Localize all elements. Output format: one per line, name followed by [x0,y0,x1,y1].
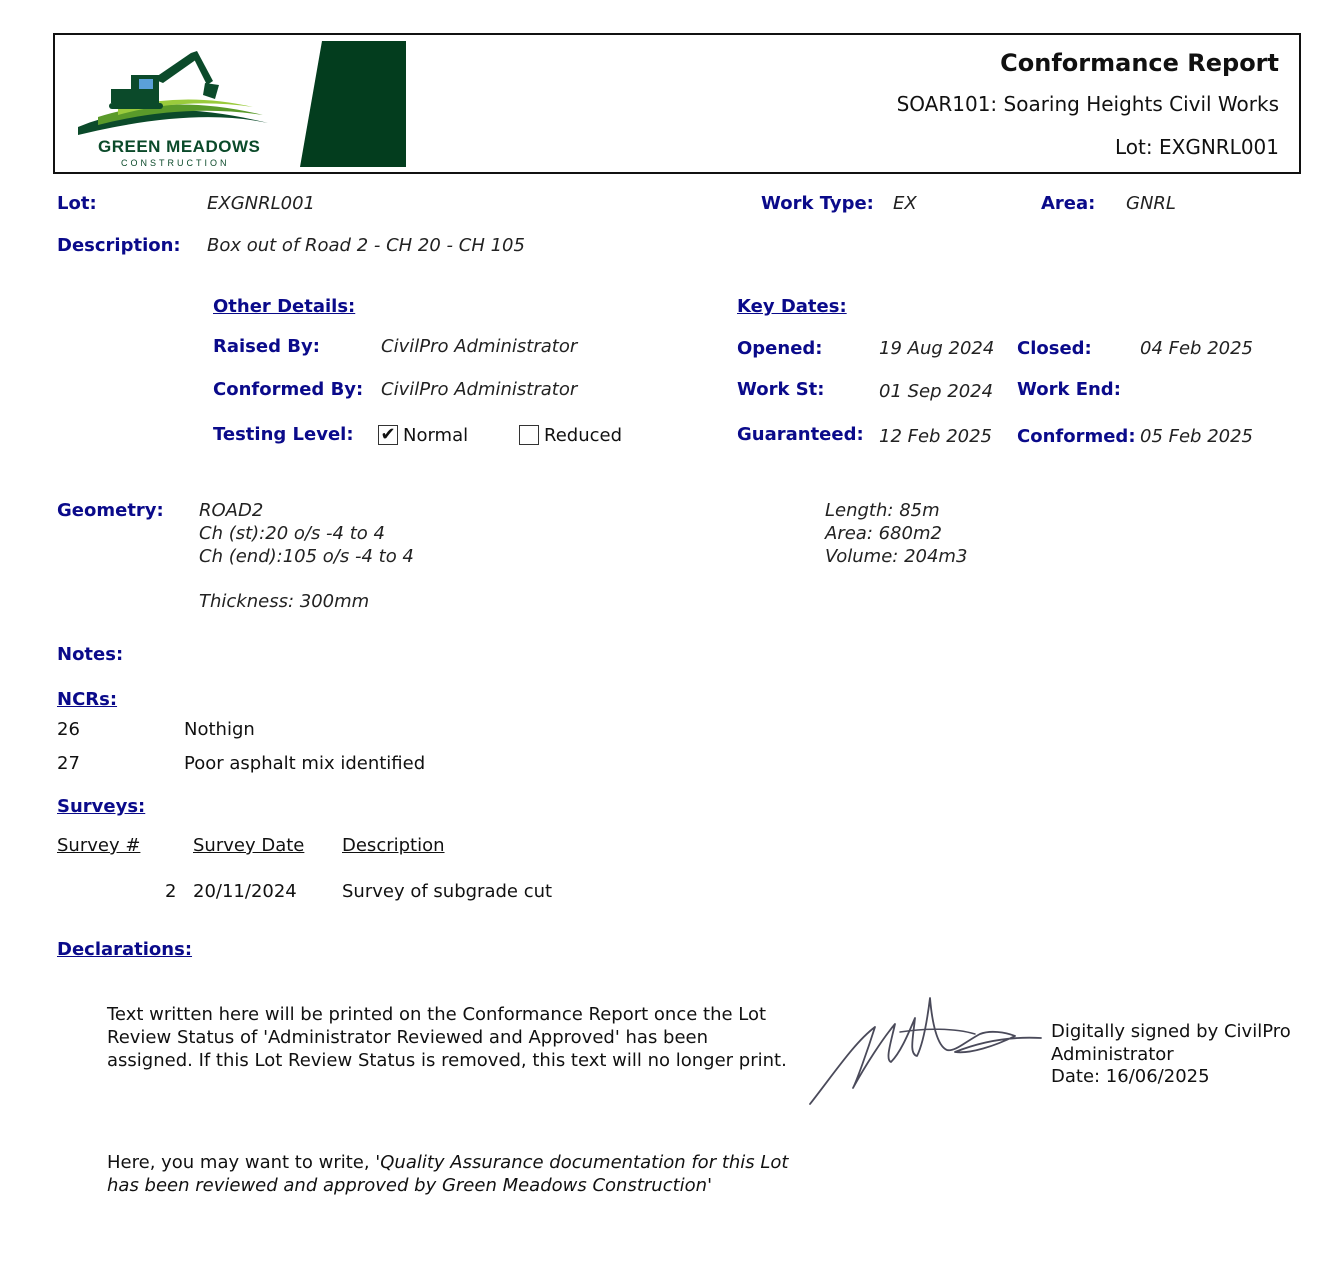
work-type-label: Work Type: [761,193,874,214]
excavator-icon [73,45,273,135]
ncr-text: Poor asphalt mix identified [184,753,426,774]
closed-value: 04 Feb 2025 [1140,338,1254,359]
reduced-checkbox[interactable] [519,425,539,445]
lot-header: Lot: EXGNRL001 [1115,135,1279,159]
signature-line2: Administrator [1051,1044,1174,1065]
work-st-label: Work St: [737,379,825,400]
survey-col-description: Description [342,835,445,856]
survey-date: 20/11/2024 [193,881,297,902]
opened-label: Opened: [737,338,823,359]
ncrs-heading: NCRs: [57,689,118,710]
conformed-by-value: CivilPro Administrator [381,379,578,400]
guaranteed-label: Guaranteed: [737,424,864,445]
geometry-road: ROAD2 [199,500,264,521]
work-st-value: 01 Sep 2024 [879,381,994,402]
conformed-value: 05 Feb 2025 [1140,426,1254,447]
survey-col-date: Survey Date [193,835,305,856]
normal-checkbox[interactable] [378,425,398,445]
handwritten-signature [805,992,1045,1110]
ncr-number: 26 [57,719,80,740]
logo-line1: GREEN MEADOWS [98,137,261,156]
raised-by-value: CivilPro Administrator [381,336,578,357]
signature-line1: Digitally signed by CivilPro [1051,1021,1291,1042]
work-end-label: Work End: [1017,379,1121,400]
report-title: Conformance Report [1000,49,1279,77]
geometry-thickness: Thickness: 300mm [199,591,370,612]
suggestion-prefix: Here, you may want to write, [107,1152,376,1173]
report-header [53,33,1301,174]
logo-line2: CONSTRUCTION [121,158,230,168]
survey-description: Survey of subgrade cut [342,881,553,902]
other-details-heading: Other Details: [213,296,356,317]
area-label: Area: [1041,193,1096,214]
declarations-heading: Declarations: [57,939,193,960]
conformed-by-label: Conformed By: [213,379,364,400]
company-logo [73,45,273,168]
geometry-ch-end: Ch (end):105 o/s -4 to 4 [199,546,414,567]
check-icon: ✔ [380,424,396,445]
logo-green-banner [300,41,406,167]
declaration-suggestion [107,1151,797,1197]
signature-date: Date: 16/06/2025 [1051,1066,1210,1087]
guaranteed-value: 12 Feb 2025 [879,426,993,447]
raised-by-label: Raised By: [213,336,320,357]
notes-label: Notes: [57,644,124,665]
ncr-number: 27 [57,753,80,774]
area-value: GNRL [1126,193,1176,214]
lot-label: Lot: [57,193,97,214]
geometry-ch-start: Ch (st):20 o/s -4 to 4 [199,523,385,544]
normal-label: Normal [403,425,469,446]
lot-value: EXGNRL001 [207,193,316,214]
geometry-length: Length: 85m [825,500,940,521]
declaration-paragraph: Text written here will be printed on the Conformance Report once the Lot Review Status of 'Administrator Reviewed and Approved' has been assigned. If this Lot Review Status is removed, this text will no longer print. [107,1004,787,1071]
description-value: Box out of Road 2 - CH 20 - CH 105 [207,235,525,256]
testing-level-label: Testing Level: [213,424,354,445]
surveys-heading: Surveys: [57,796,146,817]
project-name: SOAR101: Soaring Heights Civil Works [896,92,1279,116]
survey-number: 2 [165,881,177,902]
reduced-label: Reduced [544,425,623,446]
geometry-area: Area: 680m2 [825,523,942,544]
description-label: Description: [57,235,181,256]
geometry-volume: Volume: 204m3 [825,546,968,567]
work-type-value: EX [893,193,917,214]
opened-value: 19 Aug 2024 [879,338,995,359]
suggestion-quote: 'Quality Assurance documentation for this Lot has been reviewed and approved by Green Meadows Construction' [107,1152,789,1196]
conformed-label: Conformed: [1017,426,1136,447]
closed-label: Closed: [1017,338,1092,359]
ncr-text: Nothign [184,719,255,740]
key-dates-heading: Key Dates: [737,296,847,317]
survey-col-number: Survey # [57,835,141,856]
geometry-label: Geometry: [57,500,164,521]
